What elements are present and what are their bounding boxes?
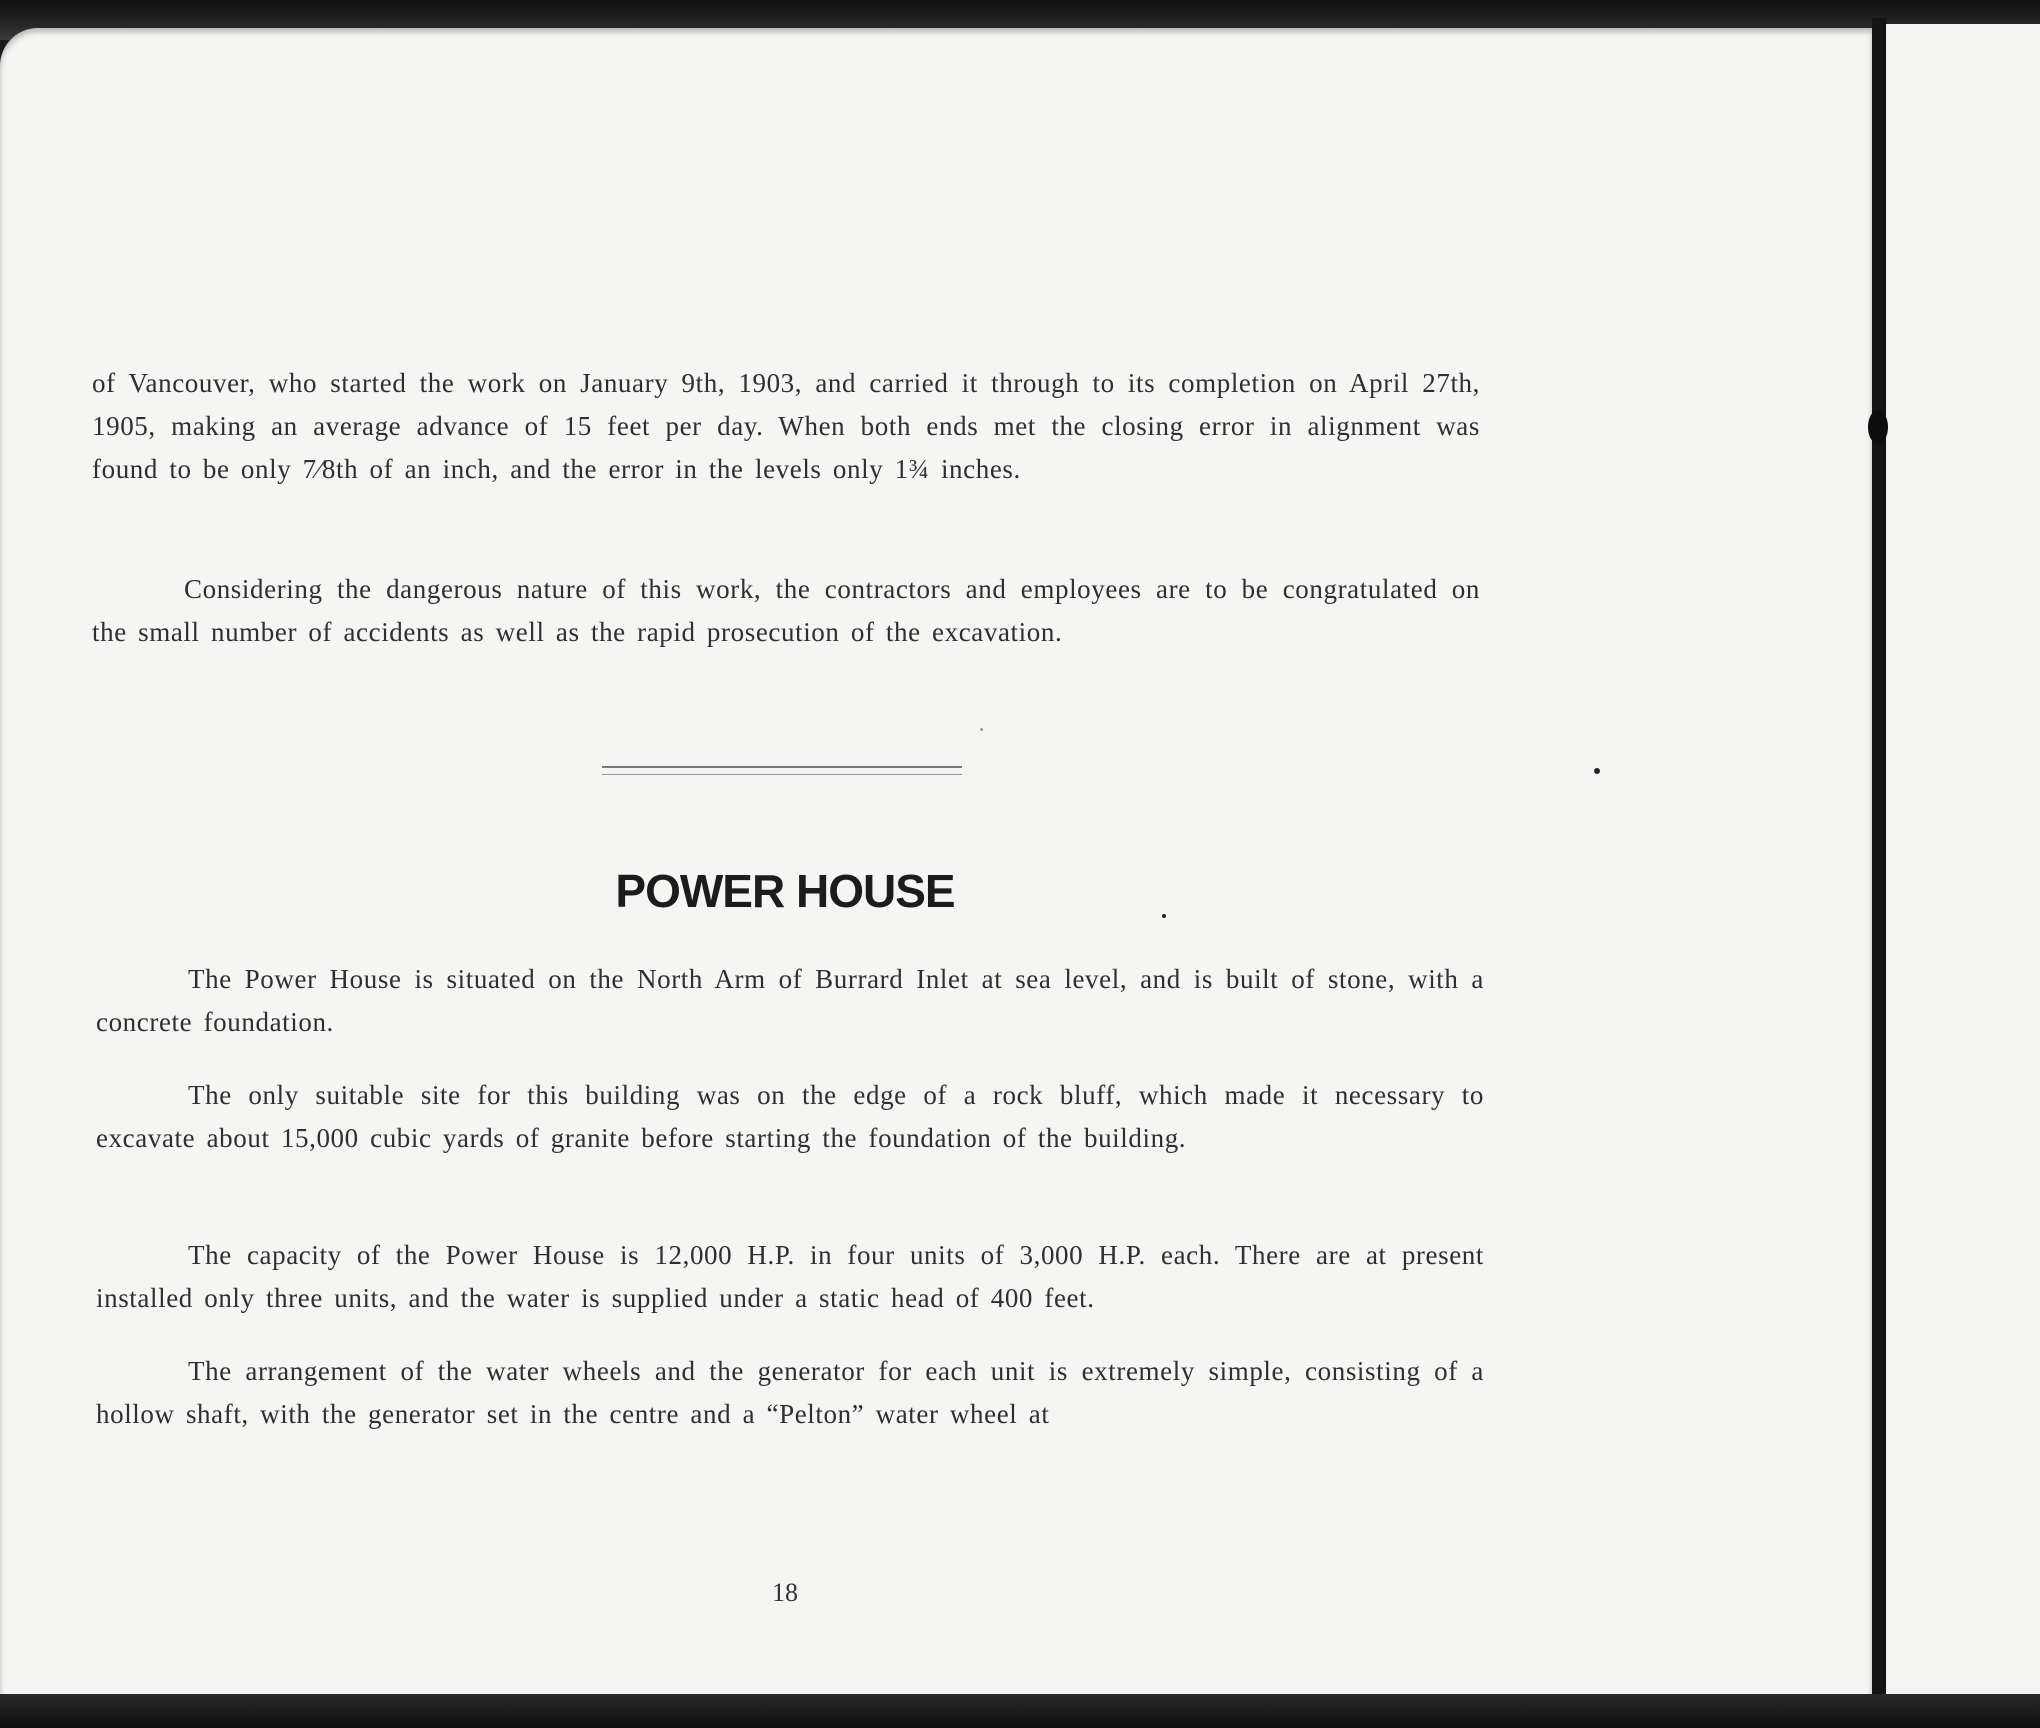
paragraph-site: The only suitable site for this building was on the edge of a rock bluff, which made it necessary to excavate about 15,000 cubic yards of granite before starting the foundation of the building. [96, 1080, 1484, 1153]
paper-speck [1162, 914, 1166, 918]
paragraph-capacity: The capacity of the Power House is 12,000 H.P. in four units of 3,000 H.P. each. There are at present installed only three units, and the water is supplied under a static head of 400 feet. [96, 1240, 1484, 1313]
paragraph-location: The Power House is situated on the North Arm of Burrard Inlet at sea level, and is built of stone, with a concrete foundation. [96, 964, 1484, 1037]
paper-speck [1594, 768, 1600, 774]
paragraph-continued-text: of Vancouver, who started the work on January 9th, 1903, and carried it through to its completion on April 27th, 1905, making an average advance of 15 feet per day. When both ends met the closing error in alignment was found to be only 7⁄8th of an inch, and the error in the levels only 1¾ inches. [92, 368, 1480, 484]
paragraph-safety: Considering the dangerous nature of this work, the contractors and employees are to be congratulated on the small number of accidents as well as the rapid prosecution of the excavation. [92, 574, 1480, 647]
scan-bottom-edge [0, 1694, 2040, 1728]
paper-speck [980, 728, 983, 731]
spine-binding-mark [1868, 410, 1888, 444]
book-page [0, 28, 1872, 1696]
section-divider [602, 766, 962, 775]
section-heading: POWER HOUSE [615, 865, 955, 917]
page-number: 18 [772, 1578, 798, 1607]
facing-page [1886, 24, 2040, 1700]
book-spine [1872, 18, 1886, 1708]
paragraph-arrangement: The arrangement of the water wheels and the generator for each unit is extremely simple, consisting of a hollow shaft, with the generator set in the centre and a “Pelton” water wheel at [96, 1356, 1484, 1429]
